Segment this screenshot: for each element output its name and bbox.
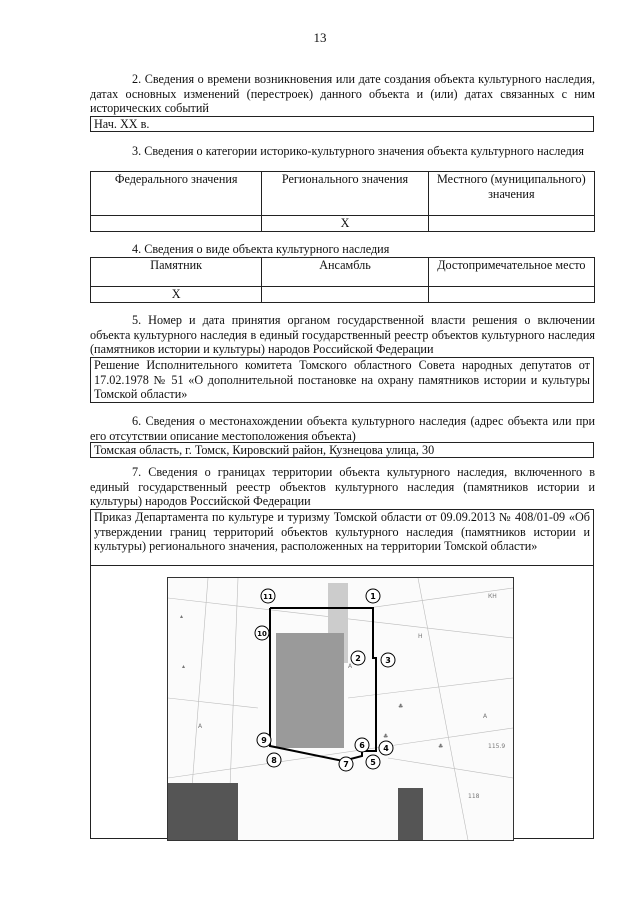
section-2-heading: 2. Сведения о времени возникновения или дате создания объекта культурного наследия, датах основных изменений (перестроек) данного объекта и (или) датах связанных с ним исторических событий — [90, 72, 595, 115]
map-point-label: 3 — [385, 656, 391, 665]
svg-text:♣: ♣ — [398, 703, 404, 710]
svg-text:♣: ♣ — [383, 733, 389, 740]
map-point-label: 8 — [271, 756, 277, 765]
section-2-value: Нач. XX в. — [90, 116, 594, 132]
svg-text:▴: ▴ — [182, 663, 186, 670]
map-point-9 — [257, 733, 271, 747]
map-point-label: 10 — [257, 630, 267, 638]
category-local-header: Местного (муниципального) значения — [428, 172, 594, 216]
map-point-label: 2 — [355, 654, 361, 663]
svg-text:▴: ▴ — [180, 613, 184, 620]
map-point-8 — [267, 753, 281, 767]
map-point-4 — [379, 741, 393, 755]
map-point-2 — [351, 651, 365, 665]
map-point-10 — [255, 626, 269, 640]
type-monument-header: Памятник — [91, 258, 262, 287]
section-5-value: Решение Исполнительного комитета Томского областного Совета народных депутатов от 17.02.1978 № 51 «О дополнительной постановке на охрану памятников истории и культуры Томской области» — [90, 357, 594, 403]
boundary-map-svg — [168, 578, 513, 840]
svg-text:A: A — [348, 663, 353, 670]
map-object-building — [276, 633, 344, 748]
svg-text:118: 118 — [468, 793, 480, 800]
type-place-mark — [428, 287, 594, 303]
section-6-heading: 6. Сведения о местонахождении объекта культурного наследия (адрес объекта или при его отсутствии описание местоположения объекта) — [90, 414, 595, 443]
category-federal-header: Федерального значения — [91, 172, 262, 216]
section-4-heading: 4. Сведения о виде объекта культурного наследия — [132, 242, 390, 256]
map-point-1 — [366, 589, 380, 603]
map-point-label: 9 — [261, 736, 267, 745]
section-3-heading: 3. Сведения о категории историко-культурного значения объекта культурного наследия — [132, 144, 584, 158]
category-regional-header: Регионального значения — [262, 172, 428, 216]
map-point-11 — [261, 589, 275, 603]
category-local-mark — [428, 216, 594, 232]
map-point-label: 1 — [370, 592, 376, 601]
map-point-label: 11 — [263, 593, 273, 601]
section-7-value: Приказ Департамента по культуре и туризму Томской области от 09.09.2013 № 408/01-09 «Об утверждении границ территорий объектов культурного наследия (памятников истории и культуры) регионального значения, расположенных на территории Томской области» — [90, 509, 594, 567]
map-point-7 — [339, 757, 353, 771]
svg-text:115.9: 115.9 — [488, 743, 506, 750]
map-point-label: 6 — [359, 741, 365, 750]
section-7-heading: 7. Сведения о границах территории объекта культурного наследия, включенного в единый государственный реестр объектов культурного наследия (памятников истории и культуры) народов Российской Федерации — [90, 465, 595, 508]
category-table — [90, 171, 595, 232]
page-number: 13 — [313, 30, 327, 45]
category-federal-mark — [91, 216, 262, 232]
svg-text:H: H — [418, 633, 423, 640]
svg-text:♣: ♣ — [438, 743, 444, 750]
map-building-left — [168, 783, 238, 840]
section-5-heading: 5. Номер и дата принятия органом государственной власти решения о включении объекта культурного наследия в единый государственный реестр объектов культурного наследия (памятников истории и культуры) народов Российской Федерации — [90, 313, 595, 356]
boundary-map — [167, 577, 514, 841]
type-ensemble-mark — [262, 287, 428, 303]
map-point-3 — [381, 653, 395, 667]
map-point-6 — [355, 738, 369, 752]
type-ensemble-header: Ансамбль — [262, 258, 428, 287]
svg-text:A: A — [198, 723, 203, 730]
category-regional-mark: Х — [262, 216, 428, 232]
map-point-label: 4 — [383, 744, 389, 753]
type-table — [90, 257, 595, 303]
type-place-header: Достопримечательное место — [428, 258, 594, 287]
map-point-5 — [366, 755, 380, 769]
map-point-label: 5 — [370, 758, 376, 767]
svg-text:A: A — [483, 713, 488, 720]
map-point-label: 7 — [343, 760, 349, 769]
type-monument-mark: Х — [91, 287, 262, 303]
svg-text:КН: КН — [488, 593, 497, 600]
section-6-value: Томская область, г. Томск, Кировский район, Кузнецова улица, 30 — [90, 442, 594, 458]
map-building-bottom — [398, 788, 423, 840]
